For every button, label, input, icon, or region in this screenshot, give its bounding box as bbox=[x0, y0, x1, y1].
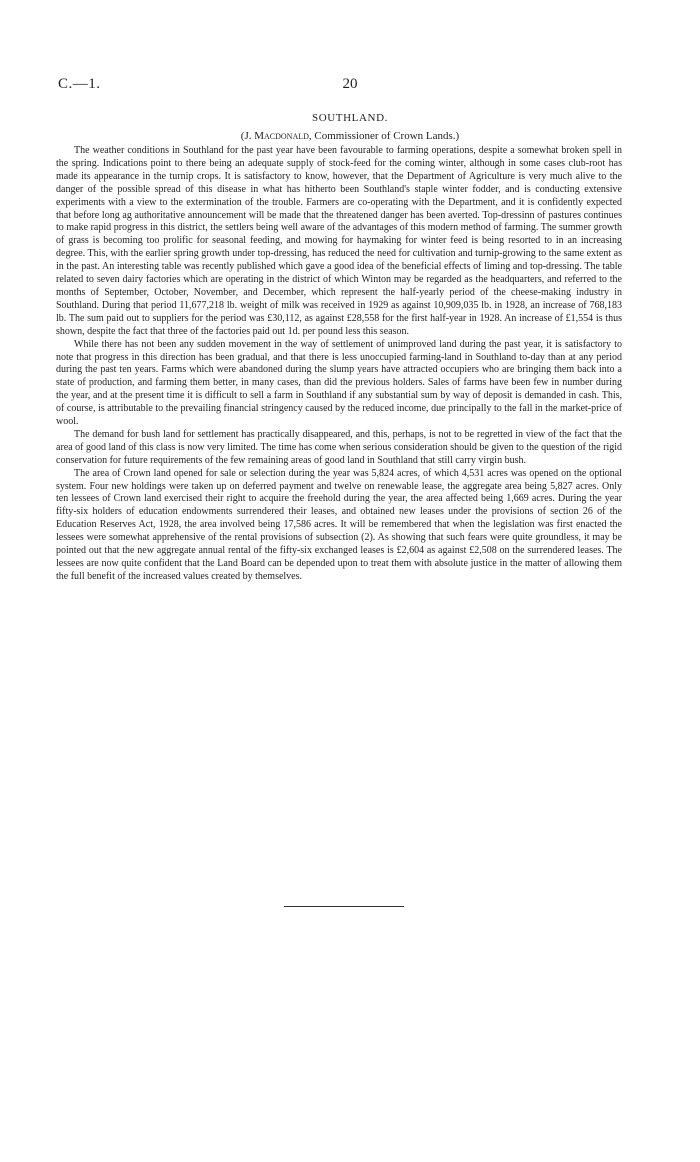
paragraph-crown-land: The area of Crown land opened for sale or selection during the year was 5,824 acres, of which 4,531 acres was opened on the optional system. Four new holdings were taken up on deferred payment and twelve on renewable lease, the aggregate area being 5,827 acres. Only ten lessees of Crown land exercised their right to acquire the freehold during the year, the area affected being 1,669 acres. During the year fifty-six holders of education endowments surrendered their leases, and obtained new leases under the provisions of section 26 of the Education Reserves Act, 1928, the area involved being 17,586 acres. It will be remembered that when the legislation was first enacted the lessees were somewhat apprehensive of the rental provisions of subsection (2). As showing that such fears were quite groundless, it may be pointed out that the new aggregate annual rental of the fifty-six exchanged leases is £2,604 as against £2,508 on the surrendered leases. The lessees are now quite confident that the Land Board can be depended upon to treat them with absolute justice in the matter of allowing them the full benefit of the increased values created by themselves. bbox=[56, 467, 622, 582]
author-open-paren: ( bbox=[240, 130, 245, 142]
closing-rule bbox=[284, 906, 404, 907]
section-title: SOUTHLAND. bbox=[312, 112, 388, 124]
page-number: 20 bbox=[342, 76, 358, 92]
body-text bbox=[56, 145, 622, 584]
paragraph-bush-land: The demand for bush land for settlement has practically disappeared, and this, perhaps, is not to be regretted in view of the fact that the area of good land of this class is now very limited. The time has come when serious consideration should be given to the question of the rigid conservation for future requirements of the few remaining areas of good land in Southland that still carry virgin bush. bbox=[56, 428, 622, 466]
document-reference: C.—1. bbox=[58, 76, 101, 92]
author-name: J. Macdonald bbox=[244, 130, 309, 142]
author-line bbox=[0, 130, 700, 142]
author-title: , Commissioner of Crown Lands.) bbox=[308, 130, 460, 142]
paragraph-settlement-progress: While there has not been any sudden movement in the way of settlement of unimproved land during the past year, it is satisfactory to note that progress in this direction has been gradual, and that there is less unoccupied farming-land in Southland to-day than at any period during the past ten years. Farms which were abandoned during the slump years have attracted occupiers who are bringing them back into a state of production, and farming them better, in many cases, than did the previous holders. Sales of farms have been few in number during the year, and at the present time it is difficult to sell a farm in Southland if any substantial sum by way of deposit is demanded in cash. This, of course, is attributable to the prevailing financial stringency caused by the reduced income, due principally to the fall in the market-price of wool. bbox=[56, 338, 622, 428]
paragraph-weather-conditions: The weather conditions in Southland for the past year have been favourable to farming operations, despite a somewhat broken spell in the spring. Indications point to there being an adequate supply of stock-feed for the coming winter, although in some cases club-root has made its appearance in the turnip crops. It is satisfactory to know, however, that the Department of Agriculture is very much alive to the danger of the possible spread of this disease in what has hitherto been Southland's staple winter fodder, and is conducting extensive experiments with a view to the extermination of the trouble. Farmers are co-operating with the Department, and it is confidently expected that before long ag authoritative announcement will be made that the threatened danger has been averted. Top-dressinn of pastures continues to make rapid progress in this district, the settlers being well aware of the advantages of this modern method of farming. The summer growth of grass is becoming too prolific for seasonal feeding, and mowing for haymaking for winter feed is being resorted to in an increasing degree. This, with the earlier spring growth under top-dressing, has reduced the need for cultivation and turnip-growing to the same extent as in the past. An interesting table was recently published which gave a good idea of the beneficial effects of liming and top-dressing. The table related to seven dairy factories which are operating in the district of which Winton may be regarded as the headquarters, and referred to the months of September, October, November, and December, which represent the half-yearly period of the cheese-making industry in Southland. During that period 11,677,218 lb. weight of milk was received in 1929 as against 10,909,035 lb. in 1928, an increase of 768,183 lb. The sum paid out to suppliers for the period was £30,112, as against £28,558 for the first half-year in 1928. An increase of £1,554 is thus shown, despite the fact that three of the factories paid out 1d. per pound less this season. bbox=[56, 145, 622, 337]
